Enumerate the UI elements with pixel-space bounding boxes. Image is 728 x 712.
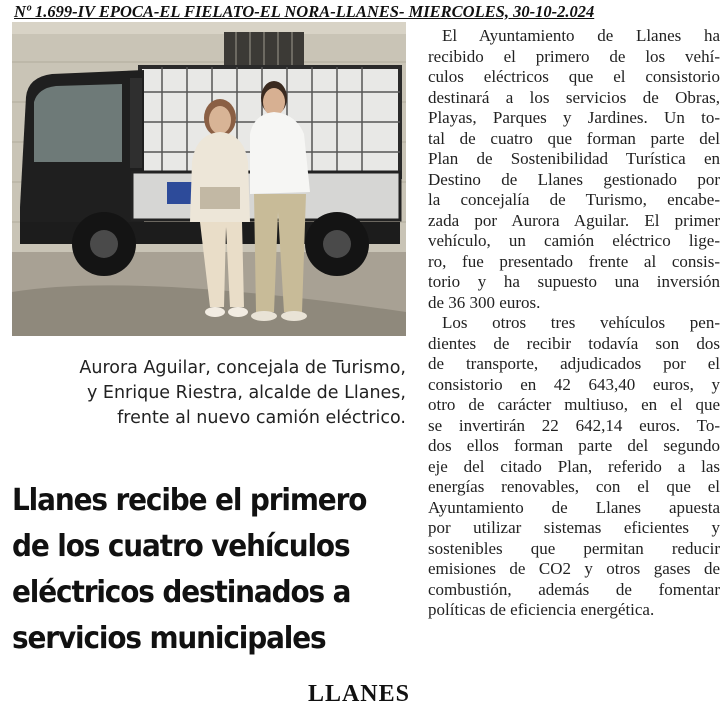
body-line: torio y ha supuesto una inversión <box>428 272 720 291</box>
headline-line: eléctricos destinados a <box>12 575 351 610</box>
photo-caption <box>12 356 406 431</box>
body-line: El Ayuntamiento de Llanes ha <box>442 26 720 45</box>
caption-line: Aurora Aguilar, concejala de Turismo, <box>79 358 406 378</box>
headline-line: servicios municipales <box>12 621 326 656</box>
body-line: Plan de Sostenibilidad Turística en <box>428 149 720 168</box>
body-line: consistorio en 42 643,40 euros, y <box>428 374 720 394</box>
body-line: culos eléctricos que el consistorio <box>428 67 720 86</box>
body-line: por utilizar sistemas eficientes y <box>428 518 720 537</box>
body-line: ro, fue presentado frente al consis- <box>428 251 720 271</box>
body-line: zada por Aurora Aguilar. El primer <box>428 210 720 230</box>
body-line: vehículo, un camión eléctrico lige- <box>428 231 720 250</box>
caption-line: y Enrique Riestra, alcalde de Llanes, <box>86 383 406 403</box>
body-line: Ayuntamiento de Llanes apuesta <box>428 497 720 517</box>
article-photo <box>12 22 406 336</box>
body-line: de transporte, adjudicados por el <box>428 354 720 373</box>
body-line: tal de cuatro que forman parte del <box>428 128 720 148</box>
body-line: dientes de recibir todavía son dos <box>428 333 720 353</box>
body-line: Los otros tres vehículos pen- <box>442 313 720 332</box>
headline-line: de los cuatro vehículos <box>12 529 350 564</box>
headline-line: Llanes recibe el primero <box>12 483 367 518</box>
body-line: energías renovables, con el que el <box>428 477 720 496</box>
photo-image <box>12 22 406 336</box>
body-line: combustión, además de fomentar <box>428 579 720 599</box>
body-line: dos ellos forman parte del segundo <box>428 436 720 455</box>
body-line: emisiones de CO2 y otros gases de <box>428 559 720 578</box>
body-line: recibido el primero de los vehí- <box>428 46 720 66</box>
article-body <box>428 26 720 621</box>
body-line: sostenibles que permitan reducir <box>428 538 720 558</box>
body-line: eje del citado Plan, referido a las <box>428 456 720 476</box>
newspaper-header: Nº 1.699-IV EPOCA-EL FIELATO-EL NORA-LLANES- MIERCOLES, 30-10-2.024 <box>14 2 595 21</box>
section-label: LLANES <box>307 681 410 707</box>
body-line: de 36 300 euros. <box>428 292 541 312</box>
body-line: Playas, Parques y Jardines. Un to- <box>428 108 720 127</box>
body-line: políticas de eficiencia energética. <box>428 600 655 619</box>
body-line: se invertirán 22 642,14 euros. To- <box>428 415 720 435</box>
body-line: otro de carácter multiuso, en el que <box>428 395 720 414</box>
caption-line: frente al nuevo camión eléctrico. <box>117 408 406 428</box>
body-line: la concejalía de Turismo, encabe- <box>428 190 720 209</box>
body-line: destinará a los servicios de Obras, <box>428 87 720 107</box>
article-headline <box>12 478 393 662</box>
body-line: Destino de Llanes gestionado por <box>428 169 720 189</box>
